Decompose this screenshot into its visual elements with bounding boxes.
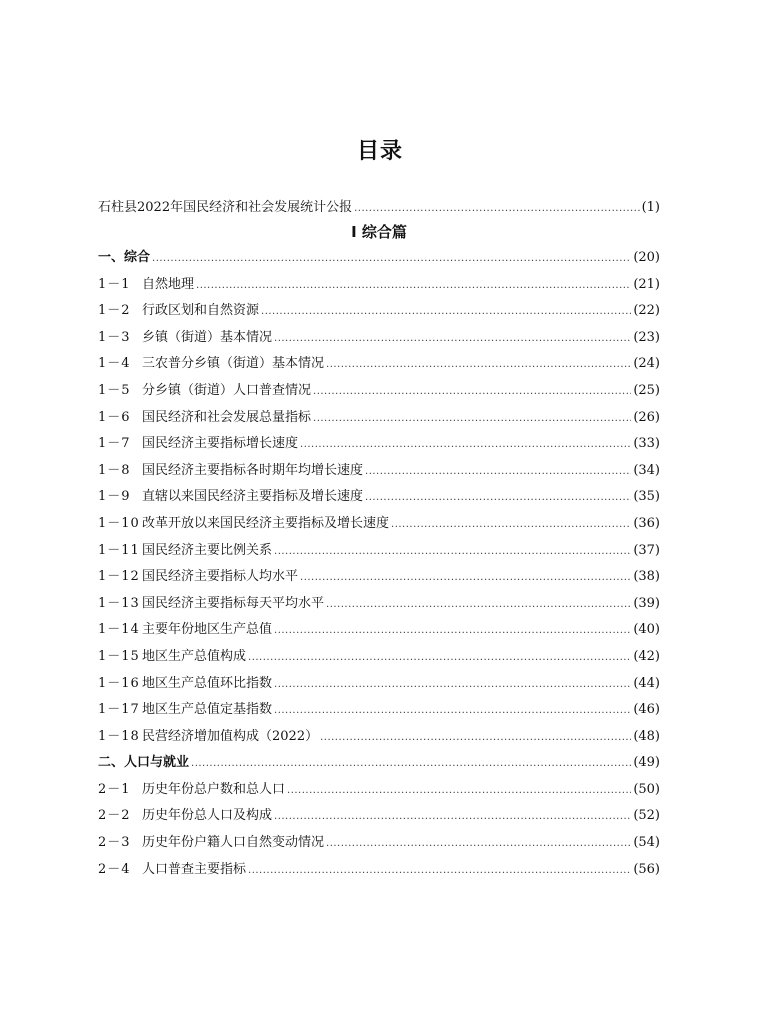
toc-section-page: (49)	[633, 755, 660, 771]
leader-dots	[274, 679, 631, 690]
toc-entry-number: 1－9	[98, 489, 131, 505]
toc-entry[interactable]	[98, 672, 660, 699]
toc-entry-title: 地区生产总值环比指数	[142, 675, 273, 691]
toc-section-title: 一、综合	[98, 250, 151, 265]
toc-entry-number: 1－13	[98, 595, 140, 611]
toc-entry-title: 地区生产总值构成	[142, 648, 247, 664]
toc-entry-title: 国民经济主要比例关系	[142, 542, 273, 558]
toc-entry-title: 人口普查主要指标	[142, 861, 247, 877]
toc-entry-number: 2－3	[98, 835, 131, 851]
toc-entry-number: 1－7	[98, 436, 131, 452]
toc-entry-number: 1－8	[98, 462, 131, 478]
leader-dots	[313, 386, 631, 397]
leader-dots	[365, 466, 631, 477]
leader-dots	[274, 705, 631, 716]
toc-entry-page: (21)	[633, 276, 660, 292]
leader-dots	[274, 625, 631, 636]
toc-entry[interactable]	[98, 352, 660, 379]
leader-dots	[274, 811, 631, 822]
toc-section-2[interactable]	[98, 751, 660, 778]
toc-section-page: (20)	[633, 250, 660, 265]
toc-entry-title: 国民经济主要指标各时期年均增长速度	[142, 462, 364, 478]
leader-dots	[313, 413, 631, 424]
toc-entry-title: 民营经济增加值构成（2022）	[142, 728, 319, 744]
toc-entry-title: 历史年份户籍人口自然变动情况	[142, 835, 325, 851]
leader-dots	[391, 519, 631, 530]
toc-entry-page: (48)	[633, 728, 660, 744]
leader-dots	[300, 572, 631, 583]
toc-entry-number: 1－15	[98, 648, 140, 664]
table-of-contents	[98, 196, 660, 884]
toc-entry[interactable]	[98, 485, 660, 512]
toc-entry[interactable]	[98, 406, 660, 433]
toc-entry-page: (42)	[633, 648, 660, 664]
toc-entry-intro[interactable]	[98, 196, 660, 218]
toc-entry[interactable]	[98, 725, 660, 752]
toc-entry-number: 1－14	[98, 622, 140, 638]
toc-entry-title: 自然地理	[142, 276, 195, 292]
toc-entry-page: (38)	[633, 569, 660, 585]
toc-entry-title: 乡镇（街道）基本情况	[142, 329, 273, 345]
toc-entry-number: 2－1	[98, 781, 131, 797]
leader-dots	[326, 599, 631, 610]
toc-entry-page: (39)	[633, 595, 660, 611]
part-heading: Ⅰ 综合篇	[351, 223, 407, 241]
toc-entry-page: (1)	[641, 200, 660, 215]
leader-dots	[326, 838, 631, 849]
leader-dots	[274, 546, 631, 557]
toc-entry[interactable]	[98, 804, 660, 831]
toc-entry-title: 国民经济和社会发展总量指标	[142, 409, 312, 425]
toc-entry[interactable]	[98, 459, 660, 486]
toc-entry-title: 地区生产总值定基指数	[142, 702, 273, 718]
toc-entry-number: 1－3	[98, 329, 131, 345]
toc-entry[interactable]	[98, 645, 660, 672]
toc-entry-number: 1－16	[98, 675, 140, 691]
leader-dots	[248, 652, 631, 663]
toc-entry[interactable]	[98, 326, 660, 353]
toc-entry[interactable]	[98, 432, 660, 459]
toc-entry-title: 主要年份地区生产总值	[142, 622, 273, 638]
leader-dots	[274, 333, 631, 344]
toc-entry-page: (35)	[633, 489, 660, 505]
toc-entry[interactable]	[98, 592, 660, 619]
toc-entry[interactable]	[98, 565, 660, 592]
toc-entry[interactable]	[98, 539, 660, 566]
toc-entry-number: 1－2	[98, 303, 131, 319]
toc-entry[interactable]	[98, 618, 660, 645]
toc-entry-page: (52)	[633, 808, 660, 824]
toc-entry-page: (37)	[633, 542, 660, 558]
leader-dots	[196, 280, 631, 291]
toc-entry-title: 石柱县2022年国民经济和社会发展统计公报	[98, 200, 353, 215]
leader-dots	[191, 758, 631, 769]
toc-entry-page: (44)	[633, 675, 660, 691]
toc-entry[interactable]	[98, 698, 660, 725]
toc-entry-page: (46)	[633, 702, 660, 718]
leader-dots	[326, 359, 631, 370]
leader-dots	[248, 865, 631, 876]
toc-entry-page: (40)	[633, 622, 660, 638]
toc-entry-page: (24)	[633, 356, 660, 372]
toc-entry-title: 历史年份总人口及构成	[142, 808, 273, 824]
leader-dots	[300, 439, 631, 450]
leader-dots	[320, 732, 631, 743]
toc-entry-page: (23)	[633, 329, 660, 345]
toc-entry-number: 1－11	[98, 542, 140, 558]
page-title: 目录	[356, 139, 403, 164]
toc-entry[interactable]	[98, 299, 660, 326]
toc-entry-number: 1－18	[98, 728, 140, 744]
toc-entry-title: 分乡镇（街道）人口普查情况	[142, 382, 312, 398]
toc-entry[interactable]	[98, 273, 660, 300]
toc-entry-page: (26)	[633, 409, 660, 425]
toc-entry-number: 2－2	[98, 808, 131, 824]
toc-entry-number: 1－4	[98, 356, 131, 372]
toc-entry-page: (56)	[633, 861, 660, 877]
toc-entry-page: (25)	[633, 382, 660, 398]
toc-entry[interactable]	[98, 831, 660, 858]
toc-entry-title: 历史年份总户数和总人口	[142, 781, 286, 797]
leader-dots	[287, 785, 631, 796]
toc-entry-number: 1－6	[98, 409, 131, 425]
toc-entry-number: 2－4	[98, 861, 131, 877]
toc-entry-title: 直辖以来国民经济主要指标及增长速度	[142, 489, 364, 505]
toc-section-title: 二、人口与就业	[98, 755, 190, 771]
toc-entry-title: 国民经济主要指标增长速度	[142, 436, 299, 452]
toc-entry-page: (34)	[633, 462, 660, 478]
toc-entry[interactable]	[98, 858, 660, 885]
toc-entry-page: (33)	[633, 436, 660, 452]
toc-entry-page: (22)	[633, 303, 660, 319]
toc-entry-number: 1－1	[98, 276, 131, 292]
toc-entry-page: (54)	[633, 835, 660, 851]
toc-section-1[interactable]	[98, 246, 660, 273]
toc-entry-title: 行政区划和自然资源	[142, 303, 260, 319]
toc-entry-page: (36)	[633, 515, 660, 531]
toc-entry-title: 国民经济主要指标每天平均水平	[142, 595, 325, 611]
toc-entry-number: 1－10	[98, 515, 140, 531]
toc-entry-number: 1－5	[98, 382, 131, 398]
toc-entry-page: (50)	[633, 781, 660, 797]
toc-entry-title: 改革开放以来国民经济主要指标及增长速度	[142, 515, 390, 531]
toc-entry[interactable]	[98, 778, 660, 805]
toc-entry[interactable]	[98, 379, 660, 406]
toc-entry-title: 三农普分乡镇（街道）基本情况	[142, 356, 325, 372]
leader-dots	[152, 253, 631, 264]
leader-dots	[261, 306, 631, 317]
toc-entry-title: 国民经济主要指标人均水平	[142, 569, 299, 585]
toc-entry[interactable]	[98, 512, 660, 539]
toc-entry-number: 1－12	[98, 569, 140, 585]
toc-entry-number: 1－17	[98, 702, 140, 718]
leader-dots	[365, 492, 631, 503]
leader-dots	[354, 203, 639, 214]
